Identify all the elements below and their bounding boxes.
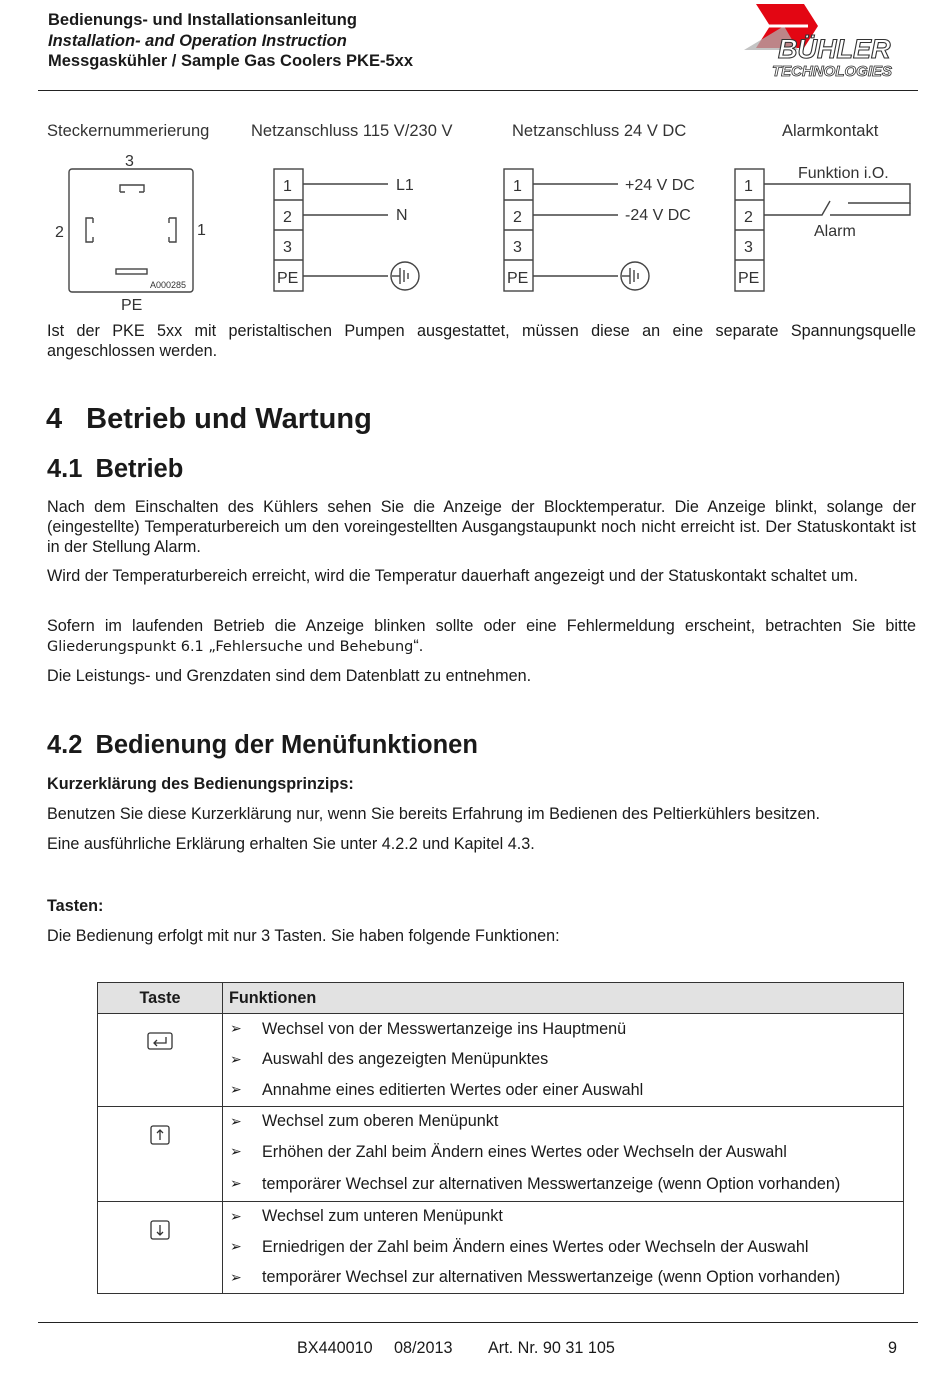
table-row <box>98 1014 904 1107</box>
list-item: ➢ Auswahl des angezeigten Menüpunktes <box>223 1045 903 1076</box>
alarm-label-ok: Funktion i.O. <box>798 165 889 182</box>
section-4-1-title: Betrieb <box>95 455 184 483</box>
pe-contact <box>116 269 147 274</box>
dc-terminal-block <box>504 169 695 291</box>
footer-doc-number: BX440010 <box>297 1339 373 1357</box>
mains-title: Netzanschluss 115 V/230 V <box>251 122 453 140</box>
list-item: ➢ Wechsel zum oberen Menüpunkt <box>223 1107 903 1138</box>
enter-key-icon <box>147 1032 173 1050</box>
footer-date: 08/2013 <box>394 1339 453 1357</box>
bullet-arrow-icon: ➢ <box>230 1144 242 1161</box>
list-item: ➢ Wechsel zum unteren Menüpunkt <box>223 1202 903 1233</box>
troubleshooting-link[interactable]: Gliederungspunkt 6.1 „Fehlersuche und Behebung <box>47 639 414 655</box>
mains-pin-2: 2 <box>283 209 292 226</box>
up-key-icon <box>150 1125 170 1145</box>
pin-2-contact <box>86 218 93 242</box>
list-item: ➢ Wechsel von der Messwertanzeige ins Hauptmenü <box>223 1014 903 1045</box>
footer-page-number: 9 <box>888 1339 898 1357</box>
bullet-arrow-icon: ➢ <box>230 1239 242 1256</box>
section-4-1-paragraph-2: Wird der Temperaturbereich erreicht, wird die Temperatur dauerhaft angezeigt und der Statuskontakt schaltet um. <box>47 567 858 585</box>
pin-1-contact <box>169 218 176 242</box>
intro-paragraph: Ist der PKE 5xx mit peristaltischen Pumpen ausgestattet, müssen diese an eine separate Spannungsquelle angeschlossen werden. <box>47 322 916 360</box>
section-4-1-heading <box>47 455 183 484</box>
connector-pin-3-label: 3 <box>125 153 134 170</box>
section-4-2-paragraph-1: Benutzen Sie diese Kurzerklärung nur, wenn Sie bereits Erfahrung im Bedienen des Peltierkühlers besitzen. <box>47 805 820 823</box>
section-4-1-paragraph-3 <box>47 616 916 657</box>
table-row <box>98 1106 904 1201</box>
table-header-functions: Funktionen <box>223 983 904 1014</box>
alarm-pin-2: 2 <box>744 209 753 226</box>
mains-terminal-block <box>274 169 419 291</box>
dc-pin-3: 3 <box>513 239 522 256</box>
logo-text-buehler: BÜHLER <box>778 34 891 64</box>
footer-article-number: Art. Nr. 90 31 105 <box>488 1339 615 1357</box>
header-line-3: Messgaskühler / Sample Gas Coolers PKE-5xx <box>48 52 413 70</box>
dc-label-minus: -24 V DC <box>625 207 691 224</box>
section-4-title: Betrieb und Wartung <box>86 403 372 435</box>
section-4-1-paragraph-4: Die Leistungs- und Grenzdaten sind dem Datenblatt zu entnehmen. <box>47 667 532 685</box>
keys-subheading: Tasten: <box>47 897 104 915</box>
header-rule <box>38 90 918 91</box>
dc-title: Netzanschluss 24 V DC <box>512 122 687 140</box>
section-4-2-paragraph-2: Eine ausführliche Erklärung erhalten Sie unter 4.2.2 und Kapitel 4.3. <box>47 835 535 853</box>
section-4-1-paragraph-1: Nach dem Einschalten des Kühlers sehen Sie die Anzeige der Blocktemperatur. Die Anzeige blinkt, solange der (eingestellte) Temperaturbereich um den voreingestellten Ausgangstaupunkt noch nicht erreicht ist. Der Statuskontakt ist in der Stellung Alarm. <box>47 498 916 556</box>
bullet-arrow-icon: ➢ <box>230 1021 242 1038</box>
document-header <box>48 10 413 72</box>
connector-title: Steckernummerierung <box>47 122 210 140</box>
alarm-label-alarm: Alarm <box>814 223 856 240</box>
table-row <box>98 1201 904 1294</box>
buehler-logo <box>738 4 924 82</box>
section-4-heading <box>46 403 372 436</box>
dc-pin-1: 1 <box>513 178 522 195</box>
header-line-1: Bedienungs- und Installationsanleitung <box>48 11 357 29</box>
alarm-pin-3: 3 <box>744 239 753 256</box>
wiring-diagram <box>40 112 920 317</box>
mains-pin-pe: PE <box>277 270 299 287</box>
paragraph-3-end: “. <box>413 637 424 655</box>
alarm-pin-pe: PE <box>738 270 760 287</box>
dc-pin-2: 2 <box>513 209 522 226</box>
bullet-arrow-icon: ➢ <box>230 1269 242 1286</box>
list-item: ➢ Erniedrigen der Zahl beim Ändern eines Wertes oder Wechseln der Auswahl <box>223 1232 903 1263</box>
alarm-terminal-block <box>735 165 910 291</box>
alarm-contact-wire-1 <box>764 184 910 203</box>
footer-rule <box>38 1322 918 1323</box>
mains-pin-1: 1 <box>283 178 292 195</box>
ground-icon <box>621 262 649 290</box>
connector-code: A000285 <box>150 280 187 290</box>
bullet-arrow-icon: ➢ <box>230 1082 242 1099</box>
bullet-arrow-icon: ➢ <box>230 1113 242 1130</box>
list-item: ➢ Erhöhen der Zahl beim Ändern eines Wertes oder Wechseln der Auswahl <box>223 1137 903 1168</box>
operating-principle-subheading: Kurzerklärung des Bedienungsprinzips: <box>47 775 354 793</box>
alarm-title: Alarmkontakt <box>782 122 879 140</box>
section-4-2-heading <box>47 731 478 760</box>
mains-label-l1: L1 <box>396 177 414 194</box>
keys-table <box>97 982 904 1294</box>
down-key-icon <box>150 1220 170 1240</box>
dc-label-plus: +24 V DC <box>625 177 695 194</box>
paragraph-3-text: Sofern im laufenden Betrieb die Anzeige blinken sollte oder eine Fehlermeldung erscheint, betrachten Sie bitte <box>47 617 916 635</box>
bullet-arrow-icon: ➢ <box>230 1051 242 1068</box>
logo-text-technologies: TECHNOLOGIES <box>772 63 893 80</box>
table-header-key: Taste <box>98 983 223 1014</box>
connector-face <box>55 153 206 314</box>
pin-3-contact <box>120 185 144 192</box>
list-item: ➢ temporärer Wechsel zur alternativen Messwertanzeige (wenn Option vorhanden) <box>223 1263 903 1294</box>
ground-icon <box>391 262 419 290</box>
keys-intro: Die Bedienung erfolgt mit nur 3 Tasten. Sie haben folgende Funktionen: <box>47 927 560 945</box>
connector-pin-2-label: 2 <box>55 224 64 241</box>
header-line-2: Installation- and Operation Instruction <box>48 31 347 50</box>
section-4-1-number: 4.1 <box>47 455 83 483</box>
connector-pe-label: PE <box>121 297 143 314</box>
list-item: ➢ Annahme eines editierten Wertes oder einer Auswahl <box>223 1075 903 1106</box>
bullet-arrow-icon: ➢ <box>230 1176 242 1192</box>
section-4-2-number: 4.2 <box>47 731 83 759</box>
mains-pin-3: 3 <box>283 239 292 256</box>
section-4-number: 4 <box>46 403 63 435</box>
dc-pin-pe: PE <box>507 270 529 287</box>
connector-pin-1-label: 1 <box>197 222 206 239</box>
section-4-2-title: Bedienung der Menüfunktionen <box>95 731 478 759</box>
list-item: ➢ temporärer Wechsel zur alternativen Messwertanzeige (wenn Option vorhanden) <box>223 1168 903 1201</box>
mains-label-n: N <box>396 207 408 224</box>
bullet-arrow-icon: ➢ <box>230 1208 242 1225</box>
alarm-pin-1: 1 <box>744 178 753 195</box>
